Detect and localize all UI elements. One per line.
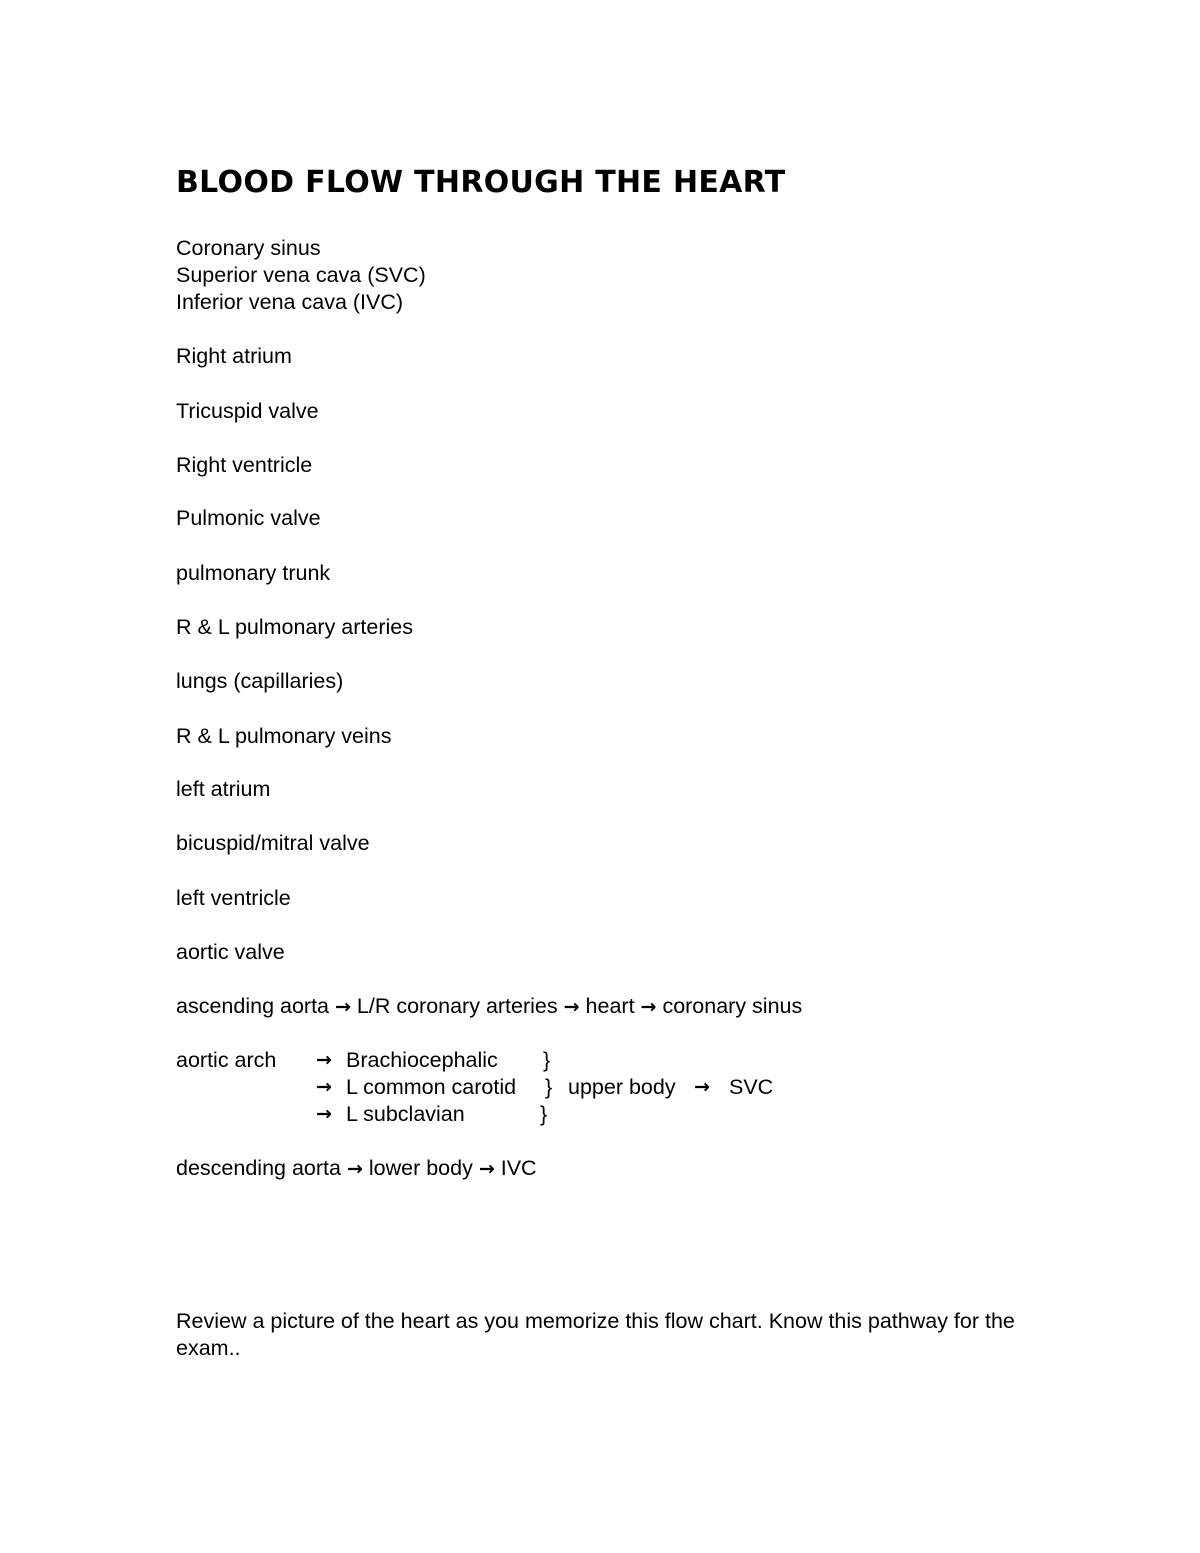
arrow-right-icon: → xyxy=(316,1103,332,1125)
common-carotid-text: L common carotid xyxy=(346,1075,517,1099)
arrow-right-icon: → xyxy=(316,1076,332,1098)
arrow-right-icon: → xyxy=(478,1158,495,1180)
line-right-ventricle: Right ventricle xyxy=(176,453,313,477)
document-title: BLOOD FLOW THROUGH THE HEART xyxy=(176,165,786,200)
heart-text: heart xyxy=(585,994,635,1018)
brace-icon: } xyxy=(540,1102,548,1126)
line-svc: Superior vena cava (SVC) xyxy=(176,263,426,287)
arrow-right-icon: → xyxy=(316,1049,332,1071)
arrow-right-icon: → xyxy=(334,996,351,1018)
coronary-arteries-text: L/R coronary arteries xyxy=(356,994,558,1018)
line-left-ventricle: left ventricle xyxy=(176,886,291,910)
line-descending-aorta xyxy=(176,1155,537,1183)
arrow-right-icon: → xyxy=(694,1076,710,1098)
subclavian-text: L subclavian xyxy=(346,1102,465,1126)
line-right-atrium: Right atrium xyxy=(176,344,292,368)
line-ascending-aorta xyxy=(176,993,802,1021)
descending-aorta-text: descending aorta xyxy=(176,1156,341,1180)
ascending-aorta-text: ascending aorta xyxy=(176,994,329,1018)
brace-icon: } xyxy=(543,1048,551,1072)
line-pulmonary-veins: R & L pulmonary veins xyxy=(176,724,392,748)
line-tricuspid-valve: Tricuspid valve xyxy=(176,399,319,423)
arrow-right-icon: → xyxy=(563,996,580,1018)
lower-body-text: lower body xyxy=(368,1156,473,1180)
arrow-right-icon: → xyxy=(346,1158,363,1180)
line-pulmonary-arteries: R & L pulmonary arteries xyxy=(176,615,413,639)
aortic-arch-label: aortic arch xyxy=(176,1048,277,1072)
brachiocephalic-text: Brachiocephalic xyxy=(346,1048,498,1072)
line-coronary-sinus: Coronary sinus xyxy=(176,236,321,260)
brace-icon: } xyxy=(545,1075,553,1099)
line-left-atrium: left atrium xyxy=(176,777,271,801)
line-pulmonary-trunk: pulmonary trunk xyxy=(176,561,331,585)
arrow-right-icon: → xyxy=(640,996,657,1018)
line-lungs: lungs (capillaries) xyxy=(176,669,344,693)
line-ivc: Inferior vena cava (IVC) xyxy=(176,290,404,314)
line-mitral-valve: bicuspid/mitral valve xyxy=(176,831,370,855)
svc-text: SVC xyxy=(729,1075,774,1099)
upper-body-text: upper body xyxy=(568,1075,676,1099)
ivc-text: IVC xyxy=(500,1156,537,1180)
coronary-sinus-text: coronary sinus xyxy=(662,994,803,1018)
line-pulmonic-valve: Pulmonic valve xyxy=(176,506,321,530)
review-note: Review a picture of the heart as you memorize this flow chart. Know this pathway for the exam.. xyxy=(176,1309,1015,1360)
line-aortic-valve: aortic valve xyxy=(176,940,285,964)
